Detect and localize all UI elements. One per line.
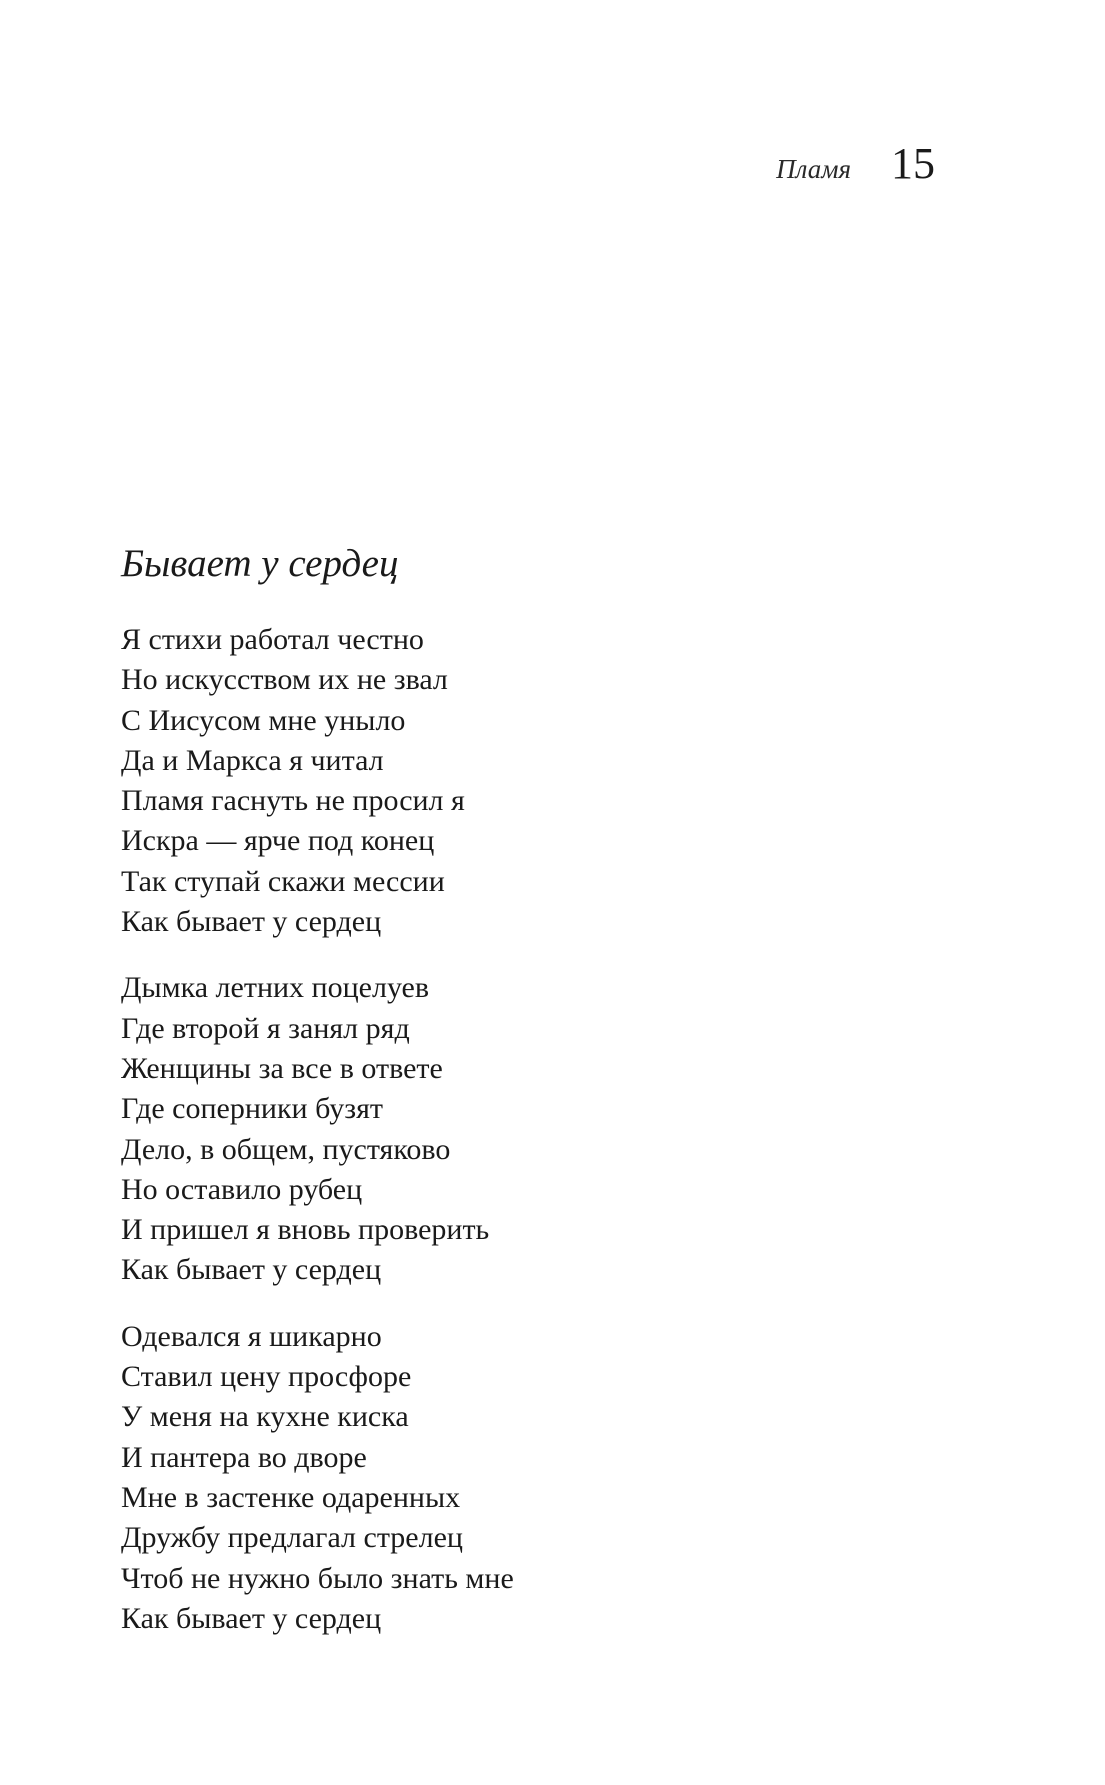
poem-line: У меня на кухне киска [121, 1400, 409, 1434]
poem [121, 536, 961, 1665]
poem-line: Пламя гаснуть не просил я [121, 784, 465, 818]
poem-line: Но оставило рубец [121, 1172, 363, 1206]
poem-line: Ставил цену просфоре [121, 1360, 412, 1394]
poem-line: Одевался я шикарно [121, 1319, 382, 1353]
running-head [776, 138, 935, 189]
poem-line: Как бывает у сердец [121, 905, 382, 939]
poem-line: Я стихи работал честно [121, 623, 424, 656]
poem-line: Искра — ярче под конец [121, 824, 435, 858]
poem-line: И пришел я вновь проверить [121, 1213, 490, 1247]
poem-line: Да и Маркса я читал [121, 743, 384, 777]
poem-line: Так ступай скажи мессии [121, 864, 445, 898]
poem-line: Где второй я занял ряд [121, 1011, 410, 1045]
poem-line: Женщины за все в ответе [121, 1051, 443, 1085]
stanza-3 [121, 1317, 961, 1639]
page-number: 15 [891, 139, 935, 188]
poem-line: Как бывает у сердец [121, 1253, 382, 1287]
poem-line: Дело, в общем, пустяково [121, 1132, 451, 1166]
stanza-1 [121, 620, 961, 942]
poem-line: И пантера во дворе [121, 1440, 367, 1474]
running-head-title: Пламя [776, 154, 851, 184]
poem-line: Дымка летних поцелуев [121, 971, 430, 1005]
poem-line: Чтоб не нужно было знать мне [121, 1561, 514, 1595]
poem-line: С Иисусом мне уныло [121, 703, 406, 737]
stanza-2 [121, 968, 961, 1290]
poem-line: Но искусством их не звал [121, 663, 448, 697]
poem-line: Где соперники бузят [121, 1092, 383, 1126]
poem-line: Мне в застенке одаренных [121, 1480, 461, 1514]
poem-line: Как бывает у сердец [121, 1601, 382, 1635]
poem-line: Дружбу предлагал стрелец [121, 1521, 463, 1555]
poem-title: Бывает у сердец [121, 542, 399, 585]
